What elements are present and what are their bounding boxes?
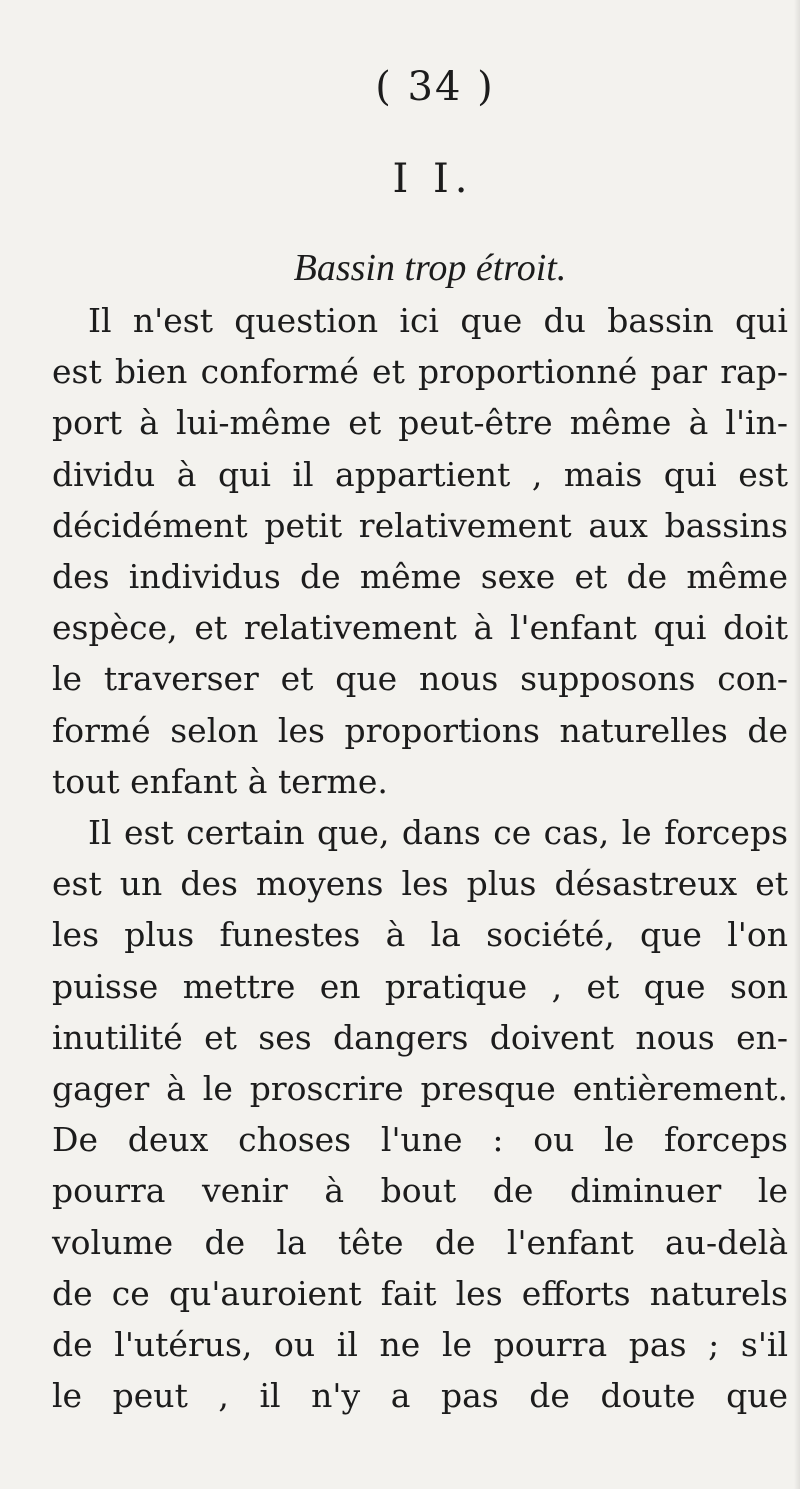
text-line: puisse mettre en pratique , et que son [52,966,788,1006]
text-line: de l'utérus, ou il ne le pourra pas ; s'il [52,1325,788,1365]
text-line: pourra venir à bout de diminuer le [52,1171,788,1211]
page-number: ( 34 ) [375,64,495,110]
text-line: le traverser et que nous supposons con- [52,659,788,699]
text-line: Il n'est question ici que du bassin qui [88,301,788,340]
section-title: Bassin trop étroit. [293,247,567,289]
text-line: Il est certain que, dans ce cas, le forceps [88,813,788,853]
section-number: I I. [392,156,474,202]
text-line: port à lui-même et peut-être même à l'in- [52,403,788,443]
text-line: tout enfant à terme. [52,761,388,801]
body-text [52,295,788,1421]
page-edge-shadow [794,0,800,1489]
text-line: est bien conformé et proportionné par rap- [52,352,788,392]
text-line: gager à le proscrire presque entièrement. [52,1069,788,1109]
text-line: des individus de même sexe et de même [52,557,788,597]
text-line: les plus funestes à la société, que l'on [52,915,788,955]
text-line: décidément petit relativement aux bassins [52,505,788,545]
text-line: espèce, et relativement à l'enfant qui doit [52,608,788,648]
text-line: est un des moyens les plus désastreux et [52,864,788,904]
text-line: formé selon les proportions naturelles de [52,710,788,750]
text-line: volume de la tête de l'enfant au-delà [52,1222,788,1262]
text-line: dividu à qui il appartient , mais qui est [52,454,788,494]
text-line: le peut , il n'y a pas de doute que [52,1376,788,1416]
text-line: inutilité et ses dangers doivent nous en- [52,1017,788,1057]
text-line: de ce qu'auroient fait les efforts naturels [52,1273,788,1313]
text-line: De deux choses l'une : ou le forceps [52,1120,788,1160]
